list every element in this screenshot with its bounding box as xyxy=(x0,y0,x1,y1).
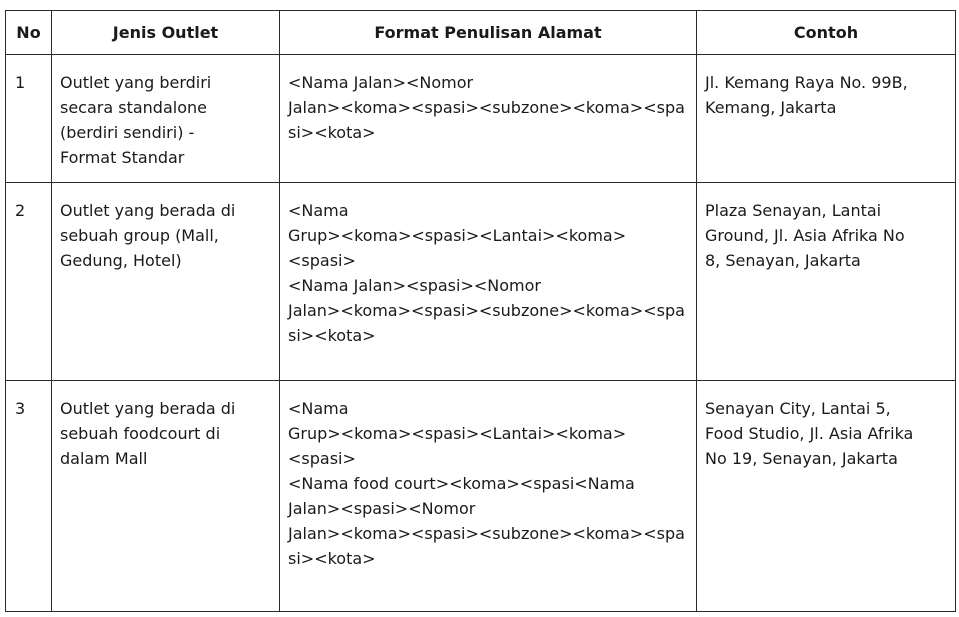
contoh-line: Plaza Senayan, Lantai xyxy=(705,201,882,220)
jenis-outlet-line: secara standalone xyxy=(60,98,207,117)
contoh-line: Kemang, Jakarta xyxy=(705,98,837,117)
cell-contoh xyxy=(697,55,956,183)
row-number: 2 xyxy=(15,201,26,220)
row-number: 1 xyxy=(15,73,26,92)
format-line: <Nama xyxy=(288,201,349,220)
table-row xyxy=(6,381,956,612)
contoh-line: No 19, Senayan, Jakarta xyxy=(705,449,898,468)
header-jenis-outlet: Jenis Outlet xyxy=(52,11,280,55)
jenis-outlet-line: sebuah group (Mall, xyxy=(60,226,219,245)
header-format-penulisan-alamat: Format Penulisan Alamat xyxy=(280,11,697,55)
row-number: 3 xyxy=(15,399,26,418)
jenis-outlet-line: Gedung, Hotel) xyxy=(60,251,182,270)
header-no: No xyxy=(6,11,52,55)
format-line: si><kota> xyxy=(288,326,376,345)
format-line: <Nama xyxy=(288,399,349,418)
cell-jenis-outlet xyxy=(52,381,280,612)
format-line: Jalan><koma><spasi><subzone><koma><spa xyxy=(288,301,685,320)
cell-format xyxy=(280,183,697,381)
contoh-line: 8, Senayan, Jakarta xyxy=(705,251,861,270)
format-line: Jalan><spasi><Nomor xyxy=(288,499,476,518)
contoh-line: Ground, Jl. Asia Afrika No xyxy=(705,226,905,245)
cell-contoh xyxy=(697,381,956,612)
table-row xyxy=(6,183,956,381)
format-line: Grup><koma><spasi><Lantai><koma><spasi> xyxy=(288,226,627,270)
format-line: <Nama food court><koma><spasi<Nama xyxy=(288,474,635,493)
header-contoh: Contoh xyxy=(697,11,956,55)
format-line: si><kota> xyxy=(288,549,376,568)
contoh-line: Senayan City, Lantai 5, xyxy=(705,399,891,418)
format-line: <Nama Jalan><spasi><Nomor xyxy=(288,276,541,295)
jenis-outlet-line: Outlet yang berada di xyxy=(60,399,236,418)
jenis-outlet-line: sebuah foodcourt di xyxy=(60,424,221,443)
format-line: si><kota> xyxy=(288,123,376,142)
cell-contoh xyxy=(697,183,956,381)
table-row xyxy=(6,55,956,183)
jenis-outlet-line: Format Standar xyxy=(60,148,185,167)
jenis-outlet-line: Outlet yang berdiri xyxy=(60,73,212,92)
format-line: Grup><koma><spasi><Lantai><koma><spasi> xyxy=(288,424,627,468)
jenis-outlet-line: Outlet yang berada di xyxy=(60,201,236,220)
format-line: <Nama Jalan><Nomor xyxy=(288,73,474,92)
cell-no xyxy=(6,183,52,381)
cell-format xyxy=(280,55,697,183)
outlet-address-table xyxy=(5,10,956,612)
cell-no xyxy=(6,381,52,612)
cell-jenis-outlet xyxy=(52,55,280,183)
cell-jenis-outlet xyxy=(52,183,280,381)
contoh-line: Jl. Kemang Raya No. 99B, xyxy=(705,73,908,92)
cell-format xyxy=(280,381,697,612)
cell-no xyxy=(6,55,52,183)
jenis-outlet-line: (berdiri sendiri) - xyxy=(60,123,195,142)
table-header-row xyxy=(6,11,956,55)
format-line: Jalan><koma><spasi><subzone><koma><spa xyxy=(288,524,685,543)
format-line: Jalan><koma><spasi><subzone><koma><spa xyxy=(288,98,685,117)
jenis-outlet-line: dalam Mall xyxy=(60,449,148,468)
contoh-line: Food Studio, Jl. Asia Afrika xyxy=(705,424,914,443)
